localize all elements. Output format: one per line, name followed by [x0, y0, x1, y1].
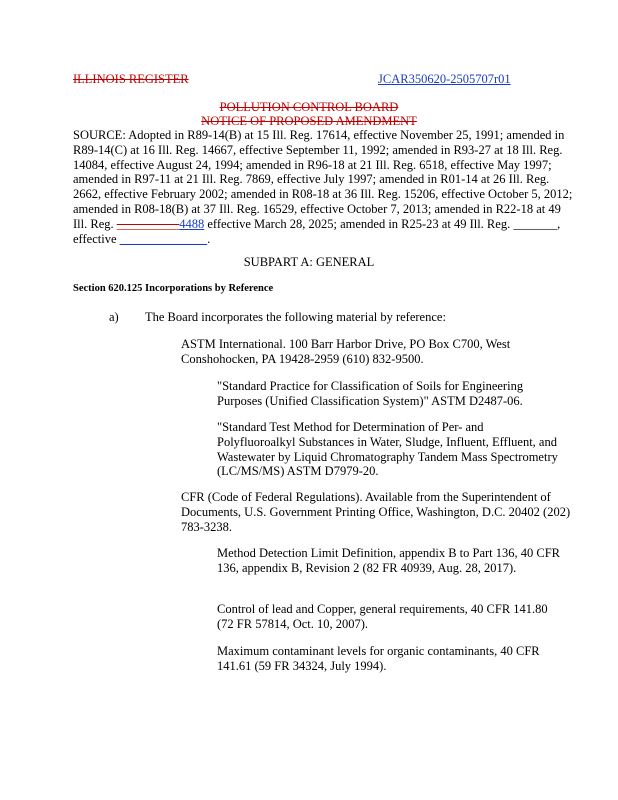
reference-document-entry: Maximum contaminant levels for organic contaminants, 40 CFR 141.61 (59 FR 34324, July 1994).	[217, 644, 540, 673]
notice-title: NOTICE OF PROPOSED AMENDMENT	[201, 114, 417, 128]
register-header: ILLINOIS REGISTER	[73, 72, 189, 86]
source-note	[73, 128, 578, 246]
paragraph-marker: a)	[109, 310, 119, 324]
reference-document-entry: Method Detection Limit Definition, appendix B to Part 136, 40 CFR 136, appendix B, Revision 2 (82 FR 40939, Aug. 28, 2017).	[217, 546, 561, 575]
reference-document-entry: "Standard Test Method for Determination of Per- and Polyfluoroalkyl Substances in Water, Sludge, Influent, Effluent, and Wastewater by Liquid Chromatography Tandem Mass Spectrometry (LC/MS/MS) ASTM D7979-20.	[217, 420, 558, 479]
inserted-blank: ______________	[119, 231, 208, 246]
source-text: SOURCE: Adopted in R89-14(B) at 15 Ill. Reg. 17614, effective November 25, 1991; amended in R89-14(C) at 16 Ill. Reg. 14667, effective September 11, 1992; amended in R93-27 at 18 Ill. Reg. 14084, effective August 24, 1994; amended in R96-18 at 21 Ill. Reg. 6518, effective May 1997; amended in R97-11 at 21 Ill. Reg. 7869, effective July 1997; amended in R01-14 at 26 Ill. Reg. 2662, effective February 2002; amended in R08-18 at 36 Ill. Reg. 15206, effective October 5, 2012; amended in R08-18(B) at 37 Ill. Reg. 16529, effective October 7, 2013; amended in R22-18 at 49 Ill. Reg.	[73, 128, 573, 231]
source-text-after: effective March 28, 2025; amended in R25-23 at 49 Ill. Reg. _______, effective	[73, 216, 561, 246]
reference-source-entry: CFR (Code of Federal Regulations). Available from the Superintendent of Documents, U.S. Government Printing Office, Washington, D.C. 20402 (202) 783-3238.	[181, 490, 571, 534]
jcar-code: JCAR350620-2505707r01	[378, 72, 511, 86]
reference-source-entry: ASTM International. 100 Barr Harbor Drive, PO Box C700, West Conshohocken, PA 19428-2959 (610) 832-9500.	[181, 337, 511, 366]
subpart-heading: SUBPART A: GENERAL	[243, 255, 375, 269]
reference-document-entry: Control of lead and Copper, general requirements, 40 CFR 141.80 (72 FR 57814, Oct. 10, 2007).	[217, 602, 548, 631]
agency-name: POLLUTION CONTROL BOARD	[219, 100, 399, 114]
inserted-reference: 4488	[179, 216, 205, 231]
source-end: .	[207, 231, 211, 246]
deleted-blank: __________	[116, 216, 180, 231]
paragraph-text: The Board incorporates the following material by reference:	[145, 310, 446, 324]
section-heading: Section 620.125 Incorporations by Reference	[73, 283, 274, 294]
reference-document-entry: "Standard Practice for Classification of Soils for Engineering Purposes (Unified Classification System)" ASTM D2487-06.	[217, 379, 524, 408]
